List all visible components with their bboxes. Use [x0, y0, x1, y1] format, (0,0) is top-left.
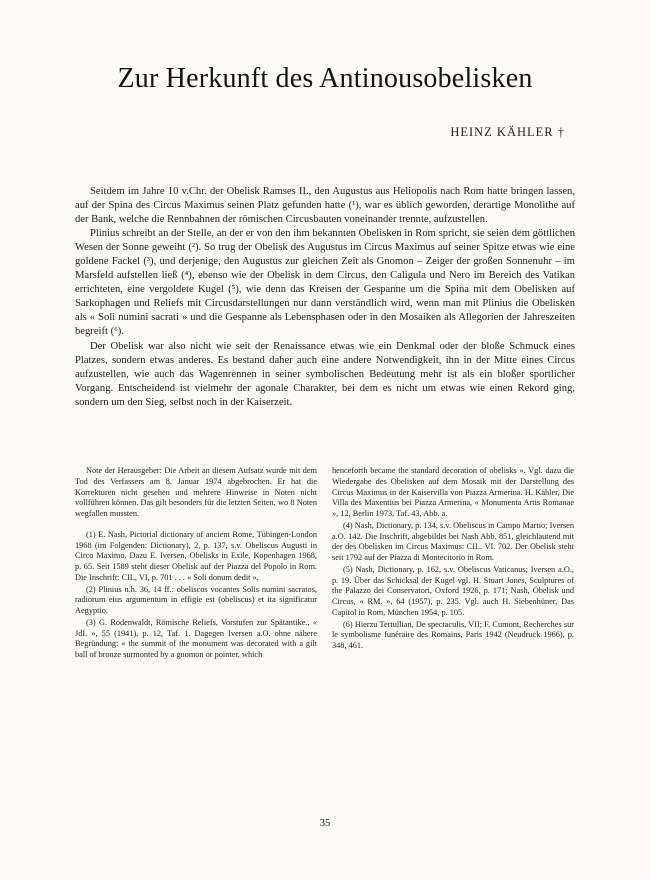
footnote: (6) Hierzu Tertullian, De spectaculis, VII; F. Cumont, Recherches sur le symbolisme funéraire des Romains, Paris 1942 (Neudruck 1966), p. 348, 461.: [332, 619, 574, 650]
article-body: [75, 185, 575, 410]
footnotes-right-column: [332, 466, 574, 662]
footnote: (1) E. Nash, Pictorial dictionary of ancient Rome, Tübingen-London 1968 (im Folgenden: Dictionary), 2, p. 137, s.v. Obeliscus Augusti in Circo Maximo. Dazu E. Iversen, Obelisks in Exile, Kopenhagen 1968, p. 65. Seit 1589 steht dieser Obelisk auf der Piazza del Popolo in Rom. Die Inschrift: CIL, VI, p. 701 . . . « Soli donum dedit ».: [75, 529, 317, 582]
editor-note: Note der Herausgeber: Die Arbeit an diesem Aufsatz wurde mit dem Tod des Verfassers am 8. Januar 1974 abgebrochen. Er hat die Korrekturen nicht gesehen und mehrere Hinweise in Noten nicht vollführen können. Das gilt besonders für die letzten Seiten, wo 8 Noten wegfallen mussten.: [75, 466, 317, 518]
footnote-continuation: henceforth became the standard decoration of obelisks ». Vgl. dazu die Wiedergabe des Obelisken auf dem Mosaik mit der Darstellung des Circus Maximus in der Kaiservilla von Piazza Armerina. H. Kähler, Die Villa des Maxentius bei Piazza Armerina, « Monumenta Artis Romanae », 12, Berlin 1973, Taf. 43, Abb. a.: [332, 466, 574, 518]
body-paragraph: Seitdem im Jahre 10 v.Chr. der Obelisk Ramses II., den Augustus aus Heliopolis nach Rom hatte bringen lassen, auf der Spina des Circus Maximus seinen Platz gefunden hatte (¹), war es üblich geworden, derartige Monolithe auf der Bank, welche die Rennbahnen der römischen Circusbauten voneinander trennte, aufzustellen.: [75, 186, 575, 226]
footnote: (4) Nash, Dictionary, p. 134, s.v. Obeliscus in Campo Martio; Iversen a.O. 142. Die Inschrift, abgebildet bei Nash Abb. 851, gleichlautend mit der des Obelisken im Circus Maximus: CIL. VI. 702. Der Obelisk steht seit 1792 auf der Piazza di Montecitorio in Rom.: [332, 520, 574, 562]
body-paragraph: Plinius schreibt an der Stelle, an der er von den ihm bekannten Obelisken in Rom spricht, sie seien dem göttlichen Wesen der Sonne geweiht (²). So trug der Obelisk des Augustus im Circus Maximus auf seiner Spitze etwas wie eine goldene Fackel (³), und derjenige, den Augustus zur gleichen Zeit als Gnomon – Zeiger der großen Sonnenuhr – im Marsfeld aufstellen ließ (⁴), ebenso wie der Obelisk in dem Circus, den Caligula und Nero im Bereich des Vatikan errichteten, eine vergoldete Kugel (⁵), wie denn das Kreisen der Gespanne um die Spina mit dem Obelisken auf Sarkophagen und Reliefs mit Circusdarstellungen nur dann verständlich wird, wenn man mit Plinius die Obelisken als « Soli numini sacrati » und die Gespanne als Lebensphasen oder in den Mosaiken als Allegorien der Jahreszeiten begreift (⁶).: [75, 228, 575, 338]
author-name: HEINZ KÄHLER †: [450, 125, 565, 139]
body-paragraph: Der Obelisk war also nicht wie seit der Renaissance etwas wie ein Denkmal oder der bloße Schmuck eines Platzes, sondern etwas anderes. Es bestand daher auch eine andere Notwendigkeit, ihn in der Mitte eines Circus aufzustellen, wie auch das Wagenrennen in seiner symbolischen Bedeutung mehr ist als ein bloßer sportlicher Vorgang. Entscheidend ist vielmehr der agonale Charakter, bei dem es nicht um etwas wie einen Rekord ging, sondern um den Sieg, selbst noch in der Kaiserzeit.: [75, 340, 575, 408]
page-number: 35: [319, 818, 331, 829]
footnote: (5) Nash, Dictionary, p. 162, s.v. Obeliscus Vaticanus; Iversen a.O., p. 19. Über das Schicksal der Kugel vgl. H. Stuart Jones, Sculptures of the Palazzo dei Conservatori, Oxford 1926, p. 171; Nash, Obelisk und Circus, « RM. », 64 (1957), p. 235. Vgl. auch H. Siebenhüner, Das Capitol in Rom, München 1954, p. 105.: [332, 564, 574, 617]
footnotes-left-column: [75, 466, 317, 662]
footnote: (3) G. Rodenwaldt, Römische Reliefs, Vorstufen zur Spätantike., « JdI. », 55 (1941), p. 12, Taf. 1. Dagegen Iversen a.O. ohne nähere Begründung: « the summit of the monument was decorated with a gilt ball of bronze surmonted by a gnomon or pointer, which: [75, 617, 317, 659]
footnote: (2) Plinius n.h. 36, 14 ff.: obeliscos vocantes Solis numini sacratos, radiorum eius argumentum in effigie est (obeliscus) et ita significatur Aegyptio.: [75, 584, 317, 615]
article-title: Zur Herkunft des Antinousobelisken: [117, 63, 533, 94]
footnotes: [75, 466, 575, 662]
